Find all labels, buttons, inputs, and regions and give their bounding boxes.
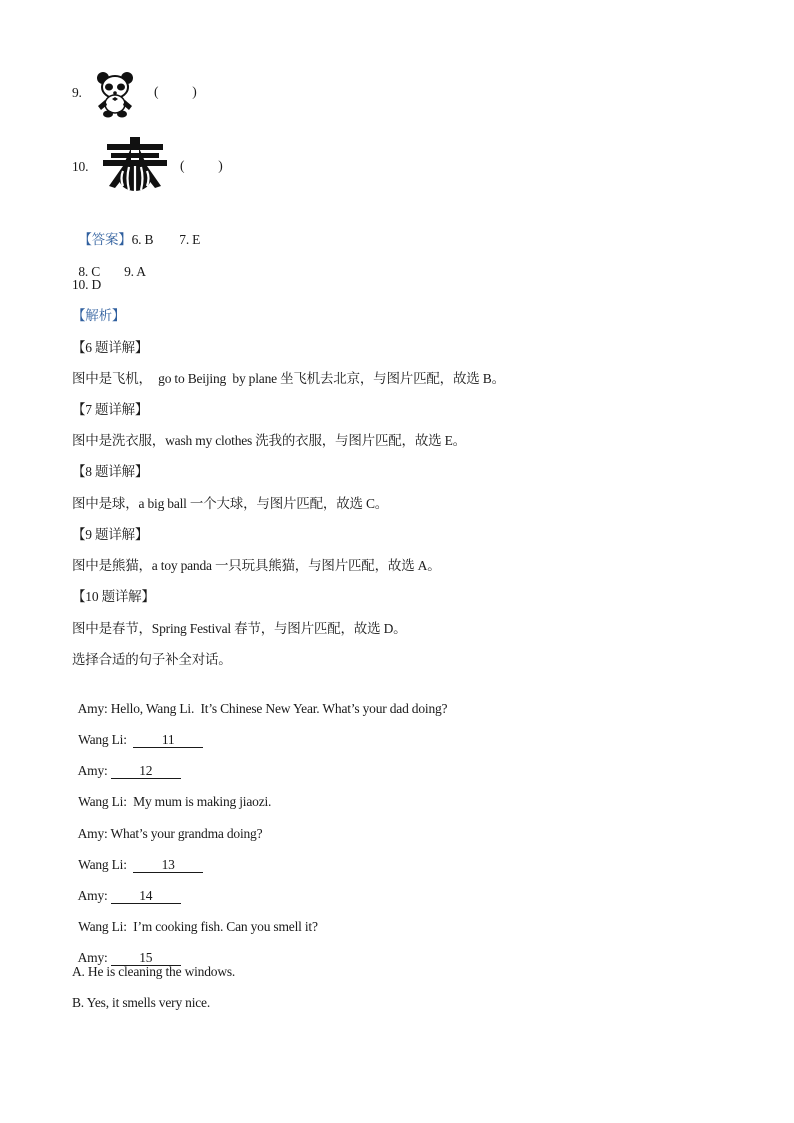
answer-label: 【答案】	[78, 232, 132, 247]
detail-heading-9: 【9 题详解】	[72, 527, 149, 542]
section-instruction: 选择合适的句子补全对话。	[72, 652, 232, 667]
answer-row-1	[72, 213, 200, 249]
panda-icon	[95, 70, 135, 118]
question-number-10: 10.	[72, 159, 89, 174]
detail-text-9: 图中是熊猫，a toy panda 一只玩具熊猫，与图片匹配，故选 A。	[72, 558, 441, 573]
speaker: Amy:	[77, 888, 108, 903]
answer-6: 6. B	[131, 232, 154, 247]
answer-7: 7. E	[179, 232, 201, 247]
answer-blank-15[interactable]: 15	[111, 950, 181, 966]
detail-text-7: 图中是洗衣服，wash my clothes 洗我的衣服，与图片匹配，故选 E。	[72, 433, 466, 448]
detail-heading-8: 【8 题详解】	[72, 464, 149, 479]
speaker: Amy:	[77, 826, 108, 841]
detail-text-6: 图中是飞机， go to Beijing by plane 坐飞机去北京，与图片匹配，故选 B。	[72, 371, 505, 386]
speaker: Amy:	[77, 763, 108, 778]
dialogue-line	[72, 931, 181, 967]
answer-parentheses: ( )	[180, 158, 223, 173]
dialogue-line	[72, 775, 271, 811]
dialogue-text: Hello, Wang Li. It’s Chinese New Year. What’s your dad doing?	[110, 701, 448, 716]
detail-text-10: 图中是春节，Spring Festival 春节，与图片匹配，故选 D。	[72, 621, 407, 636]
answer-blank-12[interactable]: 12	[111, 763, 181, 779]
speaker: Wang Li:	[78, 857, 127, 872]
analysis-label: 【解析】	[72, 308, 126, 323]
speaker: Wang Li:	[78, 919, 127, 934]
answer-10: 10. D	[72, 277, 101, 292]
answer-parentheses: ( )	[154, 84, 197, 99]
dialogue-text: What’s your grandma doing?	[110, 826, 263, 841]
answer-8: 8. C	[78, 264, 101, 279]
speaker: Amy:	[77, 950, 108, 965]
answer-blank-14[interactable]: 14	[111, 888, 181, 904]
answer-9: 9. A	[124, 264, 146, 279]
speaker: Wang Li:	[78, 732, 127, 747]
speaker: Wang Li:	[78, 794, 127, 809]
detail-heading-10: 【10 题详解】	[72, 589, 155, 604]
detail-heading-6: 【6 题详解】	[72, 340, 149, 355]
question-number-9: 9.	[72, 85, 82, 100]
answer-blank-11[interactable]: 11	[133, 732, 203, 748]
speaker: Amy:	[77, 701, 108, 716]
dialogue-text: I’m cooking fish. Can you smell it?	[133, 919, 318, 934]
option-a: A. He is cleaning the windows.	[72, 964, 236, 979]
detail-text-8: 图中是球，a big ball 一个大球，与图片匹配，故选 C。	[72, 496, 389, 511]
detail-heading-7: 【7 题详解】	[72, 402, 149, 417]
dialogue-text: My mum is making jiaozi.	[133, 794, 272, 809]
option-b: B. Yes, it smells very nice.	[72, 995, 211, 1010]
answer-blank-13[interactable]: 13	[133, 857, 203, 873]
chun-character-icon	[101, 136, 169, 194]
